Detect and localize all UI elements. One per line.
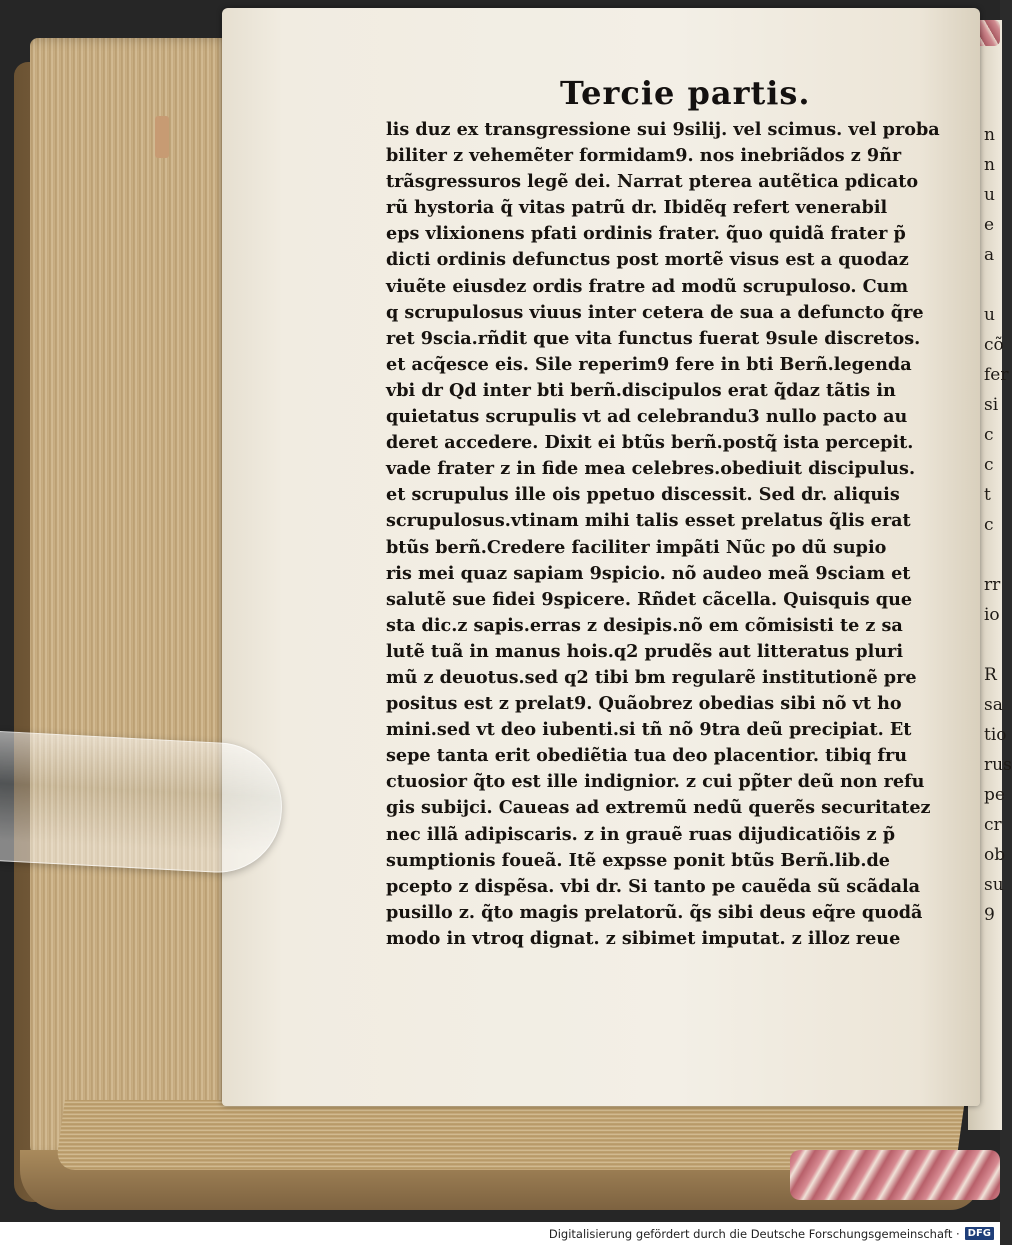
footer-credit: Digitalisierung gefördert durch die Deutsche Forschungsgemeinschaft · <box>548 1226 960 1241</box>
text-line: salutẽ sue fidei 9spicere. Rñdet cãcella. Quisquis que <box>386 588 913 610</box>
text-line: vbi dr Qd inter bti berñ.discipulos erat q̃daz tãtis in <box>386 379 896 401</box>
dfg-logo: DFG <box>965 1227 994 1240</box>
text-line: quietatus scrupulis vt ad celebrandu3 nullo pacto au <box>386 406 908 428</box>
text-line: eps vlixionens pfati ordinis frater. q̃uo quidã frater p̃ <box>386 223 906 245</box>
text-line: rũ hystoria q̃ vitas patrũ dr. Ibidẽq refert venerabil <box>386 197 888 219</box>
text-line: vade frater z in fide mea celebres.obediuit discipulus. <box>386 458 916 480</box>
page-tab-marker <box>155 116 169 158</box>
text-block <box>386 117 940 952</box>
text-line: nec illã adipiscaris. z in grauẽ ruas dijudicatiõis z p̃ <box>386 823 896 845</box>
text-line: biliter z vehemẽter formidam9. nos inebriãdos z 9ñr <box>386 145 902 167</box>
text-line: ris mei quaz sapiam 9spicio. nõ audeo meã 9sciam et <box>386 562 911 584</box>
glass-page-weight <box>0 730 285 876</box>
text-line: modo in vtroq dignat. z sibimet imputat. z illoz reue <box>386 927 901 949</box>
text-line: ctuosior q̃to est ille indignior. z cui pp̃ter deũ non refu <box>386 771 925 793</box>
text-line: trãsgressuros legẽ dei. Narrat pterea autẽtica pdicato <box>386 171 919 193</box>
text-line: pusillo z. q̃to magis prelatorũ. q̃s sibi deus eq̃re quodã <box>386 901 923 923</box>
text-line: et scrupulus ille ois ppetuo discessit. Sed dr. aliquis <box>386 484 900 506</box>
text-line: q scrupulosus viuus inter cetera de sua a defuncto q̃re <box>386 301 924 323</box>
text-line: scrupulosus.vtinam mihi talis esset prelatus q̃lis erat <box>386 510 911 532</box>
footer-bar <box>0 1222 1000 1245</box>
text-line: ret 9scia.rñdit que vita functus fuerat 9sule discretos. <box>386 327 921 349</box>
text-line: mũ z deuotus.sed q2 tibi bm regularẽ institutionẽ pre <box>386 666 917 688</box>
text-line: deret accedere. Dixit ei btũs berñ.postq̃ ista percepit. <box>386 432 914 454</box>
text-line: positus est z prelat9. Quãobrez obedias sibi nõ vt ho <box>386 693 902 715</box>
text-line: sepe tanta erit obediẽtia tua deo placentior. tibiq fru <box>386 745 908 767</box>
text-line: mini.sed vt deo iubenti.si tñ nõ 9tra deũ precipiat. Et <box>386 719 912 741</box>
text-line: et acq̃esce eis. Sile reperim9 fere in bti Berñ.legenda <box>386 353 912 375</box>
page-fore-edge <box>30 38 235 1158</box>
text-line: lutẽ tuã in manus hois.q2 prudẽs aut litteratus pluri <box>386 640 903 662</box>
text-line: viuẽte eiusdez ordis fratre ad modũ scrupuloso. Cum <box>386 275 909 297</box>
text-line: sta dic.z sapis.erras z desipis.nõ em cõmisisti te z sa <box>386 614 903 636</box>
text-line: gis subijci. Caueas ad extremũ nedũ querẽs securitatez <box>386 797 931 819</box>
text-line: lis duz ex transgressione sui 9silij. vel scimus. vel proba <box>386 119 940 140</box>
headband <box>790 1150 1000 1200</box>
running-head: Tercie partis. <box>560 74 811 112</box>
text-line: sumptionis foueã. Itẽ expsse ponit btũs Berñ.lib.de <box>386 849 890 871</box>
text-line: btũs berñ.Credere faciliter impãti Nũc po dũ supio <box>386 536 887 558</box>
text-line: pcepto z dispẽsa. vbi dr. Si tanto pe cauẽda sũ scãdala <box>386 875 921 897</box>
text-line: dicti ordinis defunctus post mortẽ visus est a quodaz <box>386 249 909 271</box>
facing-page-text: n n u e a u cõ fer si c c t c rr io R sa tio rus pe cr ob su 9 <box>984 125 1012 925</box>
